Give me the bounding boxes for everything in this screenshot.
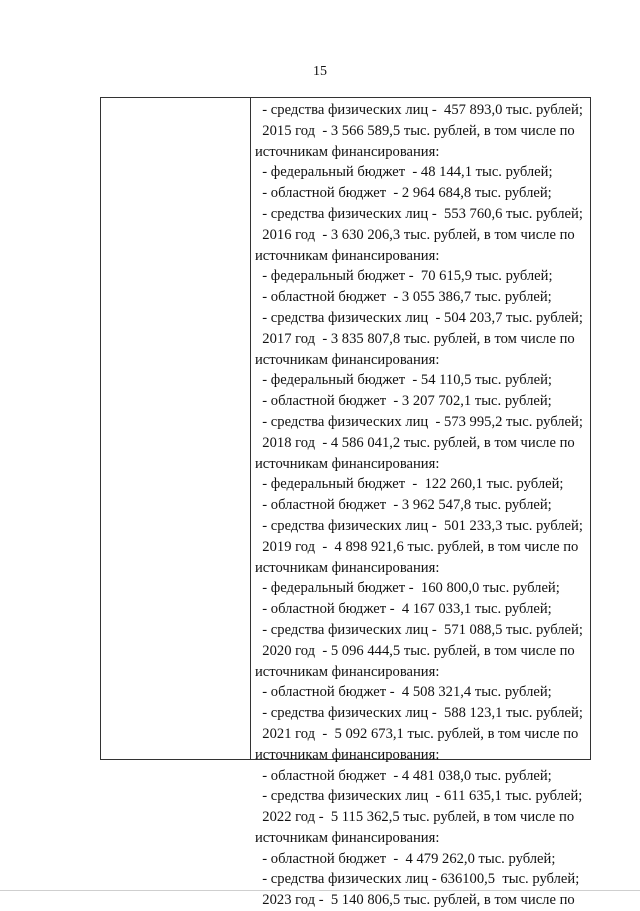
text-line: 2018 год - 4 586 041,2 тыс. рублей, в том числе по (255, 434, 575, 451)
text-line: - областной бюджет - 3 055 386,7 тыс. рублей; (255, 289, 552, 306)
table-right-cell (255, 100, 589, 911)
text-line: 2022 год - 5 115 362,5 тыс. рублей, в том числе по (255, 809, 575, 826)
text-line: источникам финансирования: (255, 143, 440, 160)
funding-table (100, 97, 591, 909)
text-line: - областной бюджет - 4 508 321,4 тыс. рублей; (255, 684, 552, 701)
text-line: - федеральный бюджет - 54 110,5 тыс. рублей; (255, 372, 552, 389)
text-line: - средства физических лиц - 457 893,0 тыс. рублей; (255, 102, 583, 118)
text-line: - средства физических лиц - 636100,5 тыс. рублей; (255, 871, 580, 888)
text-line: источникам финансирования: (255, 663, 440, 680)
text-line: - средства физических лиц - 611 635,1 тыс. рублей; (255, 788, 583, 805)
text-line: - федеральный бюджет - 160 800,0 тыс. рублей; (255, 580, 560, 597)
text-line: 2015 год - 3 566 589,5 тыс. рублей, в том числе по (255, 122, 575, 139)
column-divider (250, 98, 251, 759)
text-line: - средства физических лиц - 588 123,1 тыс. рублей; (255, 705, 583, 722)
text-line: 2016 год - 3 630 206,3 тыс. рублей, в том числе по (255, 226, 575, 243)
text-line: источникам финансирования: (255, 455, 440, 472)
text-line: 2019 год - 4 898 921,6 тыс. рублей, в том числе по (255, 538, 579, 555)
table-left-cell (101, 98, 250, 759)
text-line: источникам финансирования: (255, 746, 440, 763)
text-line: источникам финансирования: (255, 351, 440, 368)
text-line: источникам финансирования: (255, 829, 440, 846)
text-line: - средства физических лиц - 573 995,2 тыс. рублей; (255, 413, 583, 430)
page-bottom-rule (0, 890, 640, 891)
text-line: - областной бюджет - 4 479 262,0 тыс. рублей; (255, 850, 556, 867)
text-line: - средства физических лиц - 553 760,6 тыс. рублей; (255, 205, 583, 222)
page-number: 15 (313, 64, 327, 79)
text-line: - областной бюджет - 2 964 684,8 тыс. рублей; (255, 185, 552, 202)
text-line: - средства физических лиц - 504 203,7 тыс. рублей; (255, 309, 583, 326)
text-line: - федеральный бюджет - 70 615,9 тыс. рублей; (255, 268, 553, 285)
text-line: - средства физических лиц - 571 088,5 тыс. рублей; (255, 621, 583, 638)
text-line: - средства физических лиц - 501 233,3 тыс. рублей; (255, 517, 583, 534)
text-line: 2021 год - 5 092 673,1 тыс. рублей, в том числе по (255, 725, 579, 742)
text-line: 2020 год - 5 096 444,5 тыс. рублей, в том числе по (255, 642, 575, 659)
text-line: 2017 год - 3 835 807,8 тыс. рублей, в том числе по (255, 330, 575, 347)
text-line: - областной бюджет - 3 207 702,1 тыс. рублей; (255, 393, 552, 410)
text-line: 2023 год - 5 140 806,5 тыс. рублей, в том числе по (255, 892, 575, 909)
text-line: источникам финансирования: (255, 559, 440, 576)
text-line: источникам финансирования: (255, 247, 440, 264)
text-line: - областной бюджет - 4 481 038,0 тыс. рублей; (255, 767, 552, 784)
text-line: - областной бюджет - 3 962 547,8 тыс. рублей; (255, 497, 552, 514)
text-line: - областной бюджет - 4 167 033,1 тыс. рублей; (255, 601, 552, 618)
text-line: - федеральный бюджет - 48 144,1 тыс. рублей; (255, 164, 553, 181)
text-line: - федеральный бюджет - 122 260,1 тыс. рублей; (255, 476, 564, 493)
